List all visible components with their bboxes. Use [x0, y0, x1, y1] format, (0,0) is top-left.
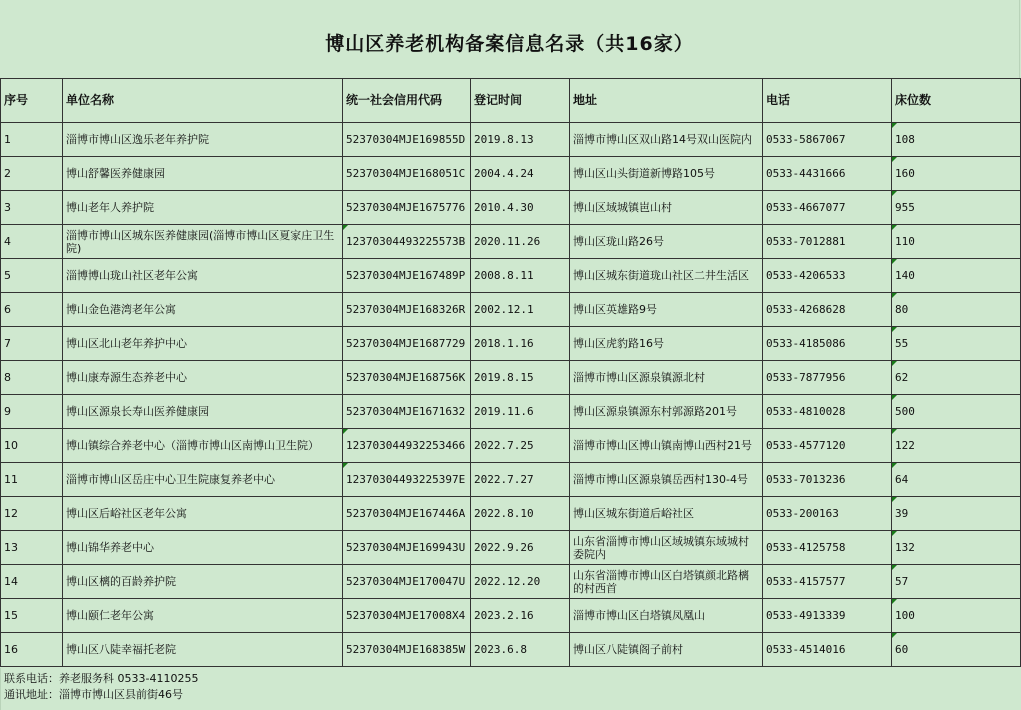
- cell-address[interactable]: 淄博市博山区源泉镇源北村: [570, 361, 763, 395]
- cell-no[interactable]: 6: [1, 293, 63, 327]
- title-row: [0, 0, 1020, 78]
- cell-beds[interactable]: 955: [892, 191, 1021, 225]
- cell-address[interactable]: 博山区珑山路26号: [570, 225, 763, 259]
- cell-name[interactable]: 淄博市博山区逸乐老年养护院: [63, 123, 343, 157]
- cell-phone[interactable]: 0533-4514016: [763, 633, 892, 667]
- cell-phone[interactable]: 0533-4667077: [763, 191, 892, 225]
- footer-contact: 联系电话：养老服务科 0533-4110255: [4, 672, 199, 685]
- cell-phone[interactable]: 0533-200163: [763, 497, 892, 531]
- table-row: [1, 395, 1021, 429]
- cell-date[interactable]: 2023.2.16: [471, 599, 570, 633]
- cell-code[interactable]: 52370304MJE167489P: [343, 259, 471, 293]
- cell-no[interactable]: 10: [1, 429, 63, 463]
- cell-no[interactable]: 16: [1, 633, 63, 667]
- cell-address[interactable]: 博山区英雄路9号: [570, 293, 763, 327]
- table-row: [1, 225, 1021, 259]
- header-date[interactable]: 登记时间: [471, 79, 570, 123]
- cell-date[interactable]: 2002.12.1: [471, 293, 570, 327]
- registry-table: [0, 78, 1021, 667]
- cell-beds[interactable]: 80: [892, 293, 1021, 327]
- cell-code[interactable]: 52370304MJE168756K: [343, 361, 471, 395]
- cell-address[interactable]: 淄博市博山区博山镇南博山西村21号: [570, 429, 763, 463]
- cell-beds[interactable]: 100: [892, 599, 1021, 633]
- table-row: [1, 361, 1021, 395]
- cell-phone[interactable]: 0533-4577120: [763, 429, 892, 463]
- cell-beds[interactable]: 160: [892, 157, 1021, 191]
- cell-no[interactable]: 15: [1, 599, 63, 633]
- cell-address[interactable]: 博山区山头街道新博路105号: [570, 157, 763, 191]
- cell-phone[interactable]: 0533-5867067: [763, 123, 892, 157]
- cell-name[interactable]: 博山老年人养护院: [63, 191, 343, 225]
- cell-phone[interactable]: 0533-4185086: [763, 327, 892, 361]
- table-row: [1, 259, 1021, 293]
- cell-phone[interactable]: 0533-4157577: [763, 565, 892, 599]
- cell-address[interactable]: 山东省淄博市博山区域城镇东域城村委院内: [570, 531, 763, 565]
- table-row: [1, 293, 1021, 327]
- cell-name[interactable]: 博山舒馨医养健康园: [63, 157, 343, 191]
- cell-name[interactable]: 博山颐仁老年公寓: [63, 599, 343, 633]
- cell-address[interactable]: 淄博市博山区双山路14号双山医院内: [570, 123, 763, 157]
- cell-date[interactable]: 2008.8.11: [471, 259, 570, 293]
- table-row: [1, 157, 1021, 191]
- cell-code[interactable]: 52370304MJE17008X4: [343, 599, 471, 633]
- cell-beds[interactable]: 132: [892, 531, 1021, 565]
- table-row: [1, 463, 1021, 497]
- cell-date[interactable]: 2022.12.20: [471, 565, 570, 599]
- cell-beds[interactable]: 62: [892, 361, 1021, 395]
- cell-address[interactable]: 淄博市博山区白塔镇凤凰山: [570, 599, 763, 633]
- cell-beds[interactable]: 108: [892, 123, 1021, 157]
- cell-no[interactable]: 14: [1, 565, 63, 599]
- cell-address[interactable]: 博山区八陡镇阁子前村: [570, 633, 763, 667]
- cell-name[interactable]: 淄博博山珑山社区老年公寓: [63, 259, 343, 293]
- cell-beds[interactable]: 500: [892, 395, 1021, 429]
- cell-no[interactable]: 12: [1, 497, 63, 531]
- cell-name[interactable]: 博山区八陡幸福托老院: [63, 633, 343, 667]
- cell-address[interactable]: 博山区虎豹路16号: [570, 327, 763, 361]
- cell-phone[interactable]: 0533-7013236: [763, 463, 892, 497]
- table-row: [1, 123, 1021, 157]
- cell-beds[interactable]: 57: [892, 565, 1021, 599]
- cell-beds[interactable]: 64: [892, 463, 1021, 497]
- cell-code[interactable]: 52370304MJE168051C: [343, 157, 471, 191]
- cell-name[interactable]: 博山区北山老年养护中心: [63, 327, 343, 361]
- cell-no[interactable]: 2: [1, 157, 63, 191]
- cell-name[interactable]: 博山区樆的百龄养护院: [63, 565, 343, 599]
- cell-code[interactable]: 123703044932253466: [343, 429, 471, 463]
- cell-date[interactable]: 2022.7.25: [471, 429, 570, 463]
- cell-no[interactable]: 8: [1, 361, 63, 395]
- cell-name[interactable]: 博山锦华养老中心: [63, 531, 343, 565]
- table-row: [1, 565, 1021, 599]
- header-phone[interactable]: 电话: [763, 79, 892, 123]
- cell-code[interactable]: 52370304MJE1671632: [343, 395, 471, 429]
- cell-beds[interactable]: 140: [892, 259, 1021, 293]
- cell-address[interactable]: 博山区域城镇岜山村: [570, 191, 763, 225]
- cell-date[interactable]: 2022.7.27: [471, 463, 570, 497]
- cell-name[interactable]: 博山区后峪社区老年公寓: [63, 497, 343, 531]
- cell-no[interactable]: 3: [1, 191, 63, 225]
- cell-phone[interactable]: 0533-7877956: [763, 361, 892, 395]
- cell-phone[interactable]: 0533-4431666: [763, 157, 892, 191]
- cell-code[interactable]: 12370304493225397E: [343, 463, 471, 497]
- header-code[interactable]: 统一社会信用代码: [343, 79, 471, 123]
- cell-address[interactable]: 淄博市博山区源泉镇岳西村130-4号: [570, 463, 763, 497]
- cell-address[interactable]: 博山区城东街道珑山社区二井生活区: [570, 259, 763, 293]
- cell-name[interactable]: 博山康寿源生态养老中心: [63, 361, 343, 395]
- cell-code[interactable]: 52370304MJE1675776: [343, 191, 471, 225]
- table-row: [1, 429, 1021, 463]
- cell-date[interactable]: 2010.4.30: [471, 191, 570, 225]
- cell-code[interactable]: 12370304493225573B: [343, 225, 471, 259]
- table-row: [1, 599, 1021, 633]
- cell-beds[interactable]: 55: [892, 327, 1021, 361]
- cell-code[interactable]: 52370304MJE168326R: [343, 293, 471, 327]
- cell-date[interactable]: 2019.8.15: [471, 361, 570, 395]
- cell-beds[interactable]: 60: [892, 633, 1021, 667]
- cell-code[interactable]: 52370304MJE168385W: [343, 633, 471, 667]
- cell-phone[interactable]: 0533-4913339: [763, 599, 892, 633]
- cell-beds[interactable]: 39: [892, 497, 1021, 531]
- table-row: [1, 497, 1021, 531]
- table-row: [1, 633, 1021, 667]
- cell-no[interactable]: 13: [1, 531, 63, 565]
- cell-name[interactable]: 博山金色港湾老年公寓: [63, 293, 343, 327]
- cell-date[interactable]: 2019.8.13: [471, 123, 570, 157]
- page-title: 博山区养老机构备案信息名录（共16家）: [325, 32, 694, 55]
- cell-date[interactable]: 2018.1.16: [471, 327, 570, 361]
- footer-address: 通讯地址：淄博市博山区县前街46号: [4, 688, 183, 701]
- cell-date[interactable]: 2004.4.24: [471, 157, 570, 191]
- cell-address[interactable]: 博山区源泉镇源东村郭源路201号: [570, 395, 763, 429]
- cell-name[interactable]: 淄博市博山区城东医养健康园(淄博市博山区夏家庄卫生院): [63, 225, 343, 259]
- gridline: [0, 668, 1, 710]
- header-no[interactable]: 序号: [1, 79, 63, 123]
- cell-no[interactable]: 11: [1, 463, 63, 497]
- cell-code[interactable]: 52370304MJE169855D: [343, 123, 471, 157]
- cell-no[interactable]: 4: [1, 225, 63, 259]
- header-beds[interactable]: 床位数: [892, 79, 1021, 123]
- table-row: [1, 327, 1021, 361]
- cell-date[interactable]: 2019.11.6: [471, 395, 570, 429]
- cell-date[interactable]: 2020.11.26: [471, 225, 570, 259]
- cell-address[interactable]: 山东省淄博市博山区白塔镇颜北路樆的村西首: [570, 565, 763, 599]
- cell-beds[interactable]: 122: [892, 429, 1021, 463]
- cell-name[interactable]: 博山镇综合养老中心（淄博市博山区南博山卫生院）: [63, 429, 343, 463]
- cell-phone[interactable]: 0533-4125758: [763, 531, 892, 565]
- table-row: [1, 191, 1021, 225]
- cell-no[interactable]: 5: [1, 259, 63, 293]
- cell-beds[interactable]: 110: [892, 225, 1021, 259]
- cell-phone[interactable]: 0533-4268628: [763, 293, 892, 327]
- cell-phone[interactable]: 0533-7012881: [763, 225, 892, 259]
- header-name[interactable]: 单位名称: [63, 79, 343, 123]
- cell-name[interactable]: 博山区源泉长寿山医养健康园: [63, 395, 343, 429]
- cell-date[interactable]: 2023.6.8: [471, 633, 570, 667]
- cell-code[interactable]: 52370304MJE169943U: [343, 531, 471, 565]
- cell-no[interactable]: 7: [1, 327, 63, 361]
- cell-no[interactable]: 1: [1, 123, 63, 157]
- header-row: [1, 79, 1021, 123]
- cell-code[interactable]: 52370304MJE170047U: [343, 565, 471, 599]
- cell-code[interactable]: 52370304MJE167446A: [343, 497, 471, 531]
- cell-address[interactable]: 博山区城东街道后峪社区: [570, 497, 763, 531]
- cell-date[interactable]: 2022.9.26: [471, 531, 570, 565]
- cell-no[interactable]: 9: [1, 395, 63, 429]
- cell-phone[interactable]: 0533-4206533: [763, 259, 892, 293]
- cell-name[interactable]: 淄博市博山区岳庄中心卫生院康复养老中心: [63, 463, 343, 497]
- table-row: [1, 531, 1021, 565]
- header-address[interactable]: 地址: [570, 79, 763, 123]
- cell-date[interactable]: 2022.8.10: [471, 497, 570, 531]
- cell-code[interactable]: 52370304MJE1687729: [343, 327, 471, 361]
- cell-phone[interactable]: 0533-4810028: [763, 395, 892, 429]
